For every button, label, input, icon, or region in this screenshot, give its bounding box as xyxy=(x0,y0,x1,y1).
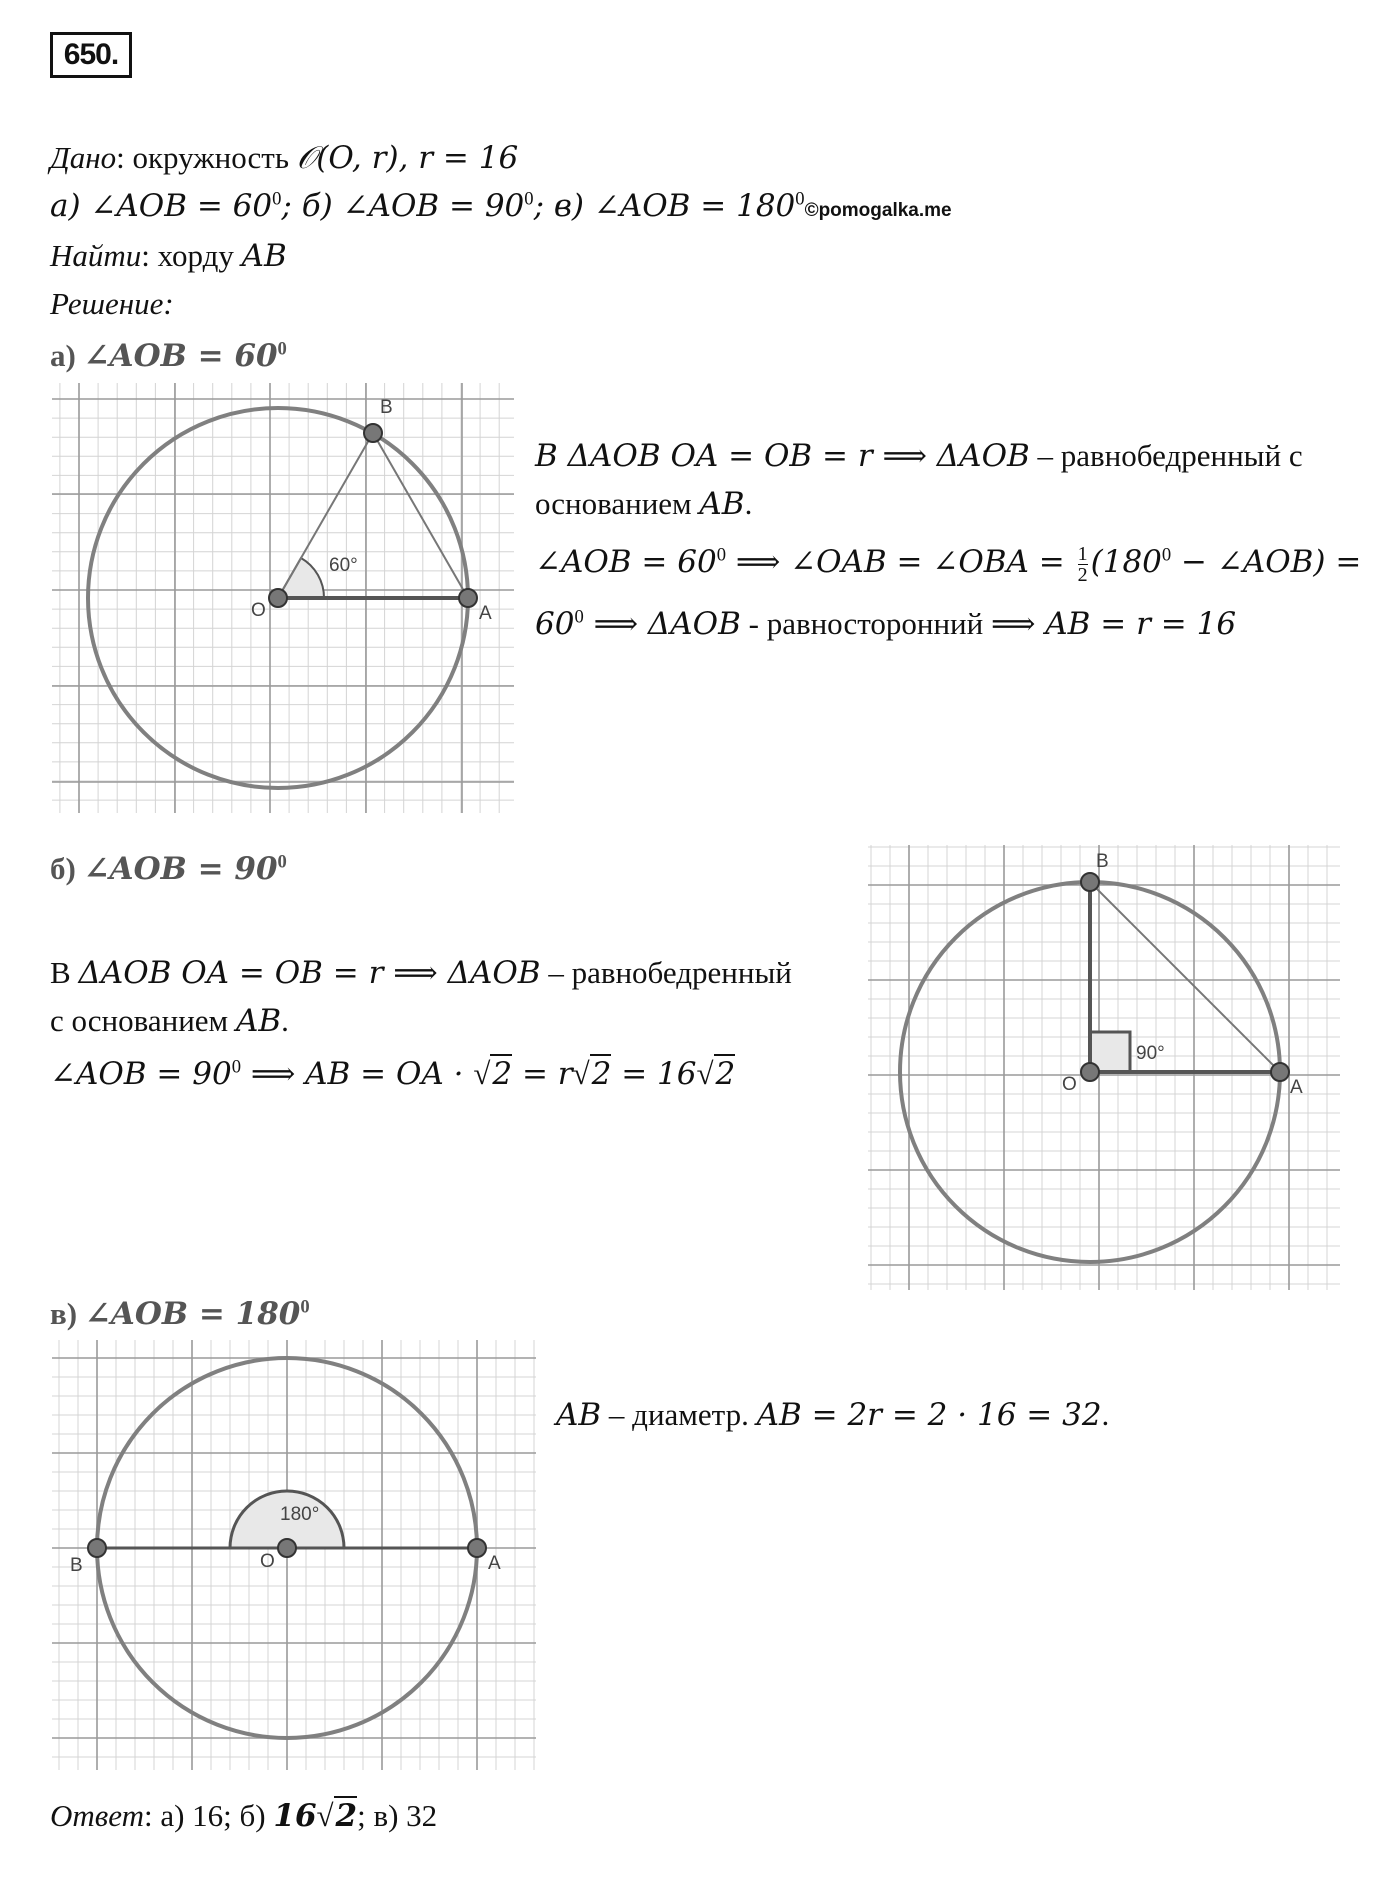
part-b-heading: б) ∠AOB = $90^0$ xyxy=(50,851,287,887)
given-cases: а) ∠AOB = $60^0$; б) ∠AOB = $90^0$; в) ∠AOB = $180^0©pomogalka.me$ xyxy=(50,188,952,224)
label-o-a: O xyxy=(251,600,266,621)
given-circle: 𝒪(O, r), r = 16 xyxy=(296,140,519,176)
point-b-b xyxy=(1081,873,1099,891)
part-a-line4: $60^0$ ⟹ ΔAOB - равносторонний ⟹ AB = r = 16 xyxy=(535,606,1237,642)
find-label: Найти xyxy=(50,238,142,273)
point-b-c xyxy=(88,1539,106,1557)
figure-b xyxy=(868,845,1340,1290)
point-a-c xyxy=(468,1539,486,1557)
label-b-b: B xyxy=(1096,851,1109,872)
label-o-b: O xyxy=(1062,1074,1077,1095)
given-text: окружность xyxy=(132,140,289,175)
figure-c xyxy=(52,1340,536,1770)
label-b-a: B xyxy=(380,397,393,418)
label-o-c: O xyxy=(260,1551,275,1572)
angle-label-b: 90° xyxy=(1136,1043,1165,1064)
given-label: Дано xyxy=(50,140,117,175)
label-a-b: A xyxy=(1290,1077,1303,1098)
part-a-line3: ∠AOB = $60^0$ ⟹ ∠OAB = ∠OBA = $\frac{1}{2}$ ($180^0$ − ∠AOB) = xyxy=(535,543,1362,587)
label-a-c: A xyxy=(488,1553,501,1574)
answer-line: Ответ: а) 16; б) 16√2; в) 32 xyxy=(50,1798,438,1834)
part-b-line2: с основанием AB. xyxy=(50,1003,289,1039)
fraction-half: $\frac{1}{2}$ xyxy=(1077,543,1088,587)
label-b-c: B xyxy=(70,1555,83,1576)
problem-number: 650. xyxy=(50,32,132,78)
part-a-line1: В ΔAOB OA = OB = r ⟹ ΔAOB – равнобедренный с xyxy=(535,438,1303,474)
angle-label-a: 60° xyxy=(329,555,358,576)
answer-label: Ответ xyxy=(50,1798,144,1833)
point-a-a xyxy=(459,589,477,607)
part-a-heading: а) ∠AOB = $60^0$ xyxy=(50,338,287,374)
segment-ob-a xyxy=(278,433,373,598)
find-line: Найти: хорду AB xyxy=(50,238,287,274)
figure-a xyxy=(52,383,514,813)
point-a-b xyxy=(1271,1063,1289,1081)
segment-ab-a xyxy=(373,433,468,598)
part-b-line1: В ΔAOB OA = OB = r ⟹ ΔAOB – равнобедренный xyxy=(50,955,792,991)
point-o-b xyxy=(1081,1063,1099,1081)
angle-label-c: 180° xyxy=(280,1504,320,1525)
part-b-line3: ∠AOB = $90^0$ ⟹ AB = OA · √2 = r√2 = 16√2 xyxy=(50,1056,736,1092)
solution-label: Решение: xyxy=(50,286,174,321)
label-a-a: A xyxy=(479,603,492,624)
point-o-c xyxy=(278,1539,296,1557)
part-a-line2: основанием AB. xyxy=(535,486,753,522)
given-line: Дано: окружность 𝒪(O, r), r = 16 xyxy=(50,140,519,176)
part-c-heading: в) ∠AOB = $180^0$ xyxy=(50,1296,310,1332)
point-b-a xyxy=(364,424,382,442)
part-c-line1: AB – диаметр. AB = 2r = 2 · 16 = 32. xyxy=(556,1397,1110,1433)
point-o-a xyxy=(269,589,287,607)
watermark: ©pomogalka.me xyxy=(804,200,952,221)
